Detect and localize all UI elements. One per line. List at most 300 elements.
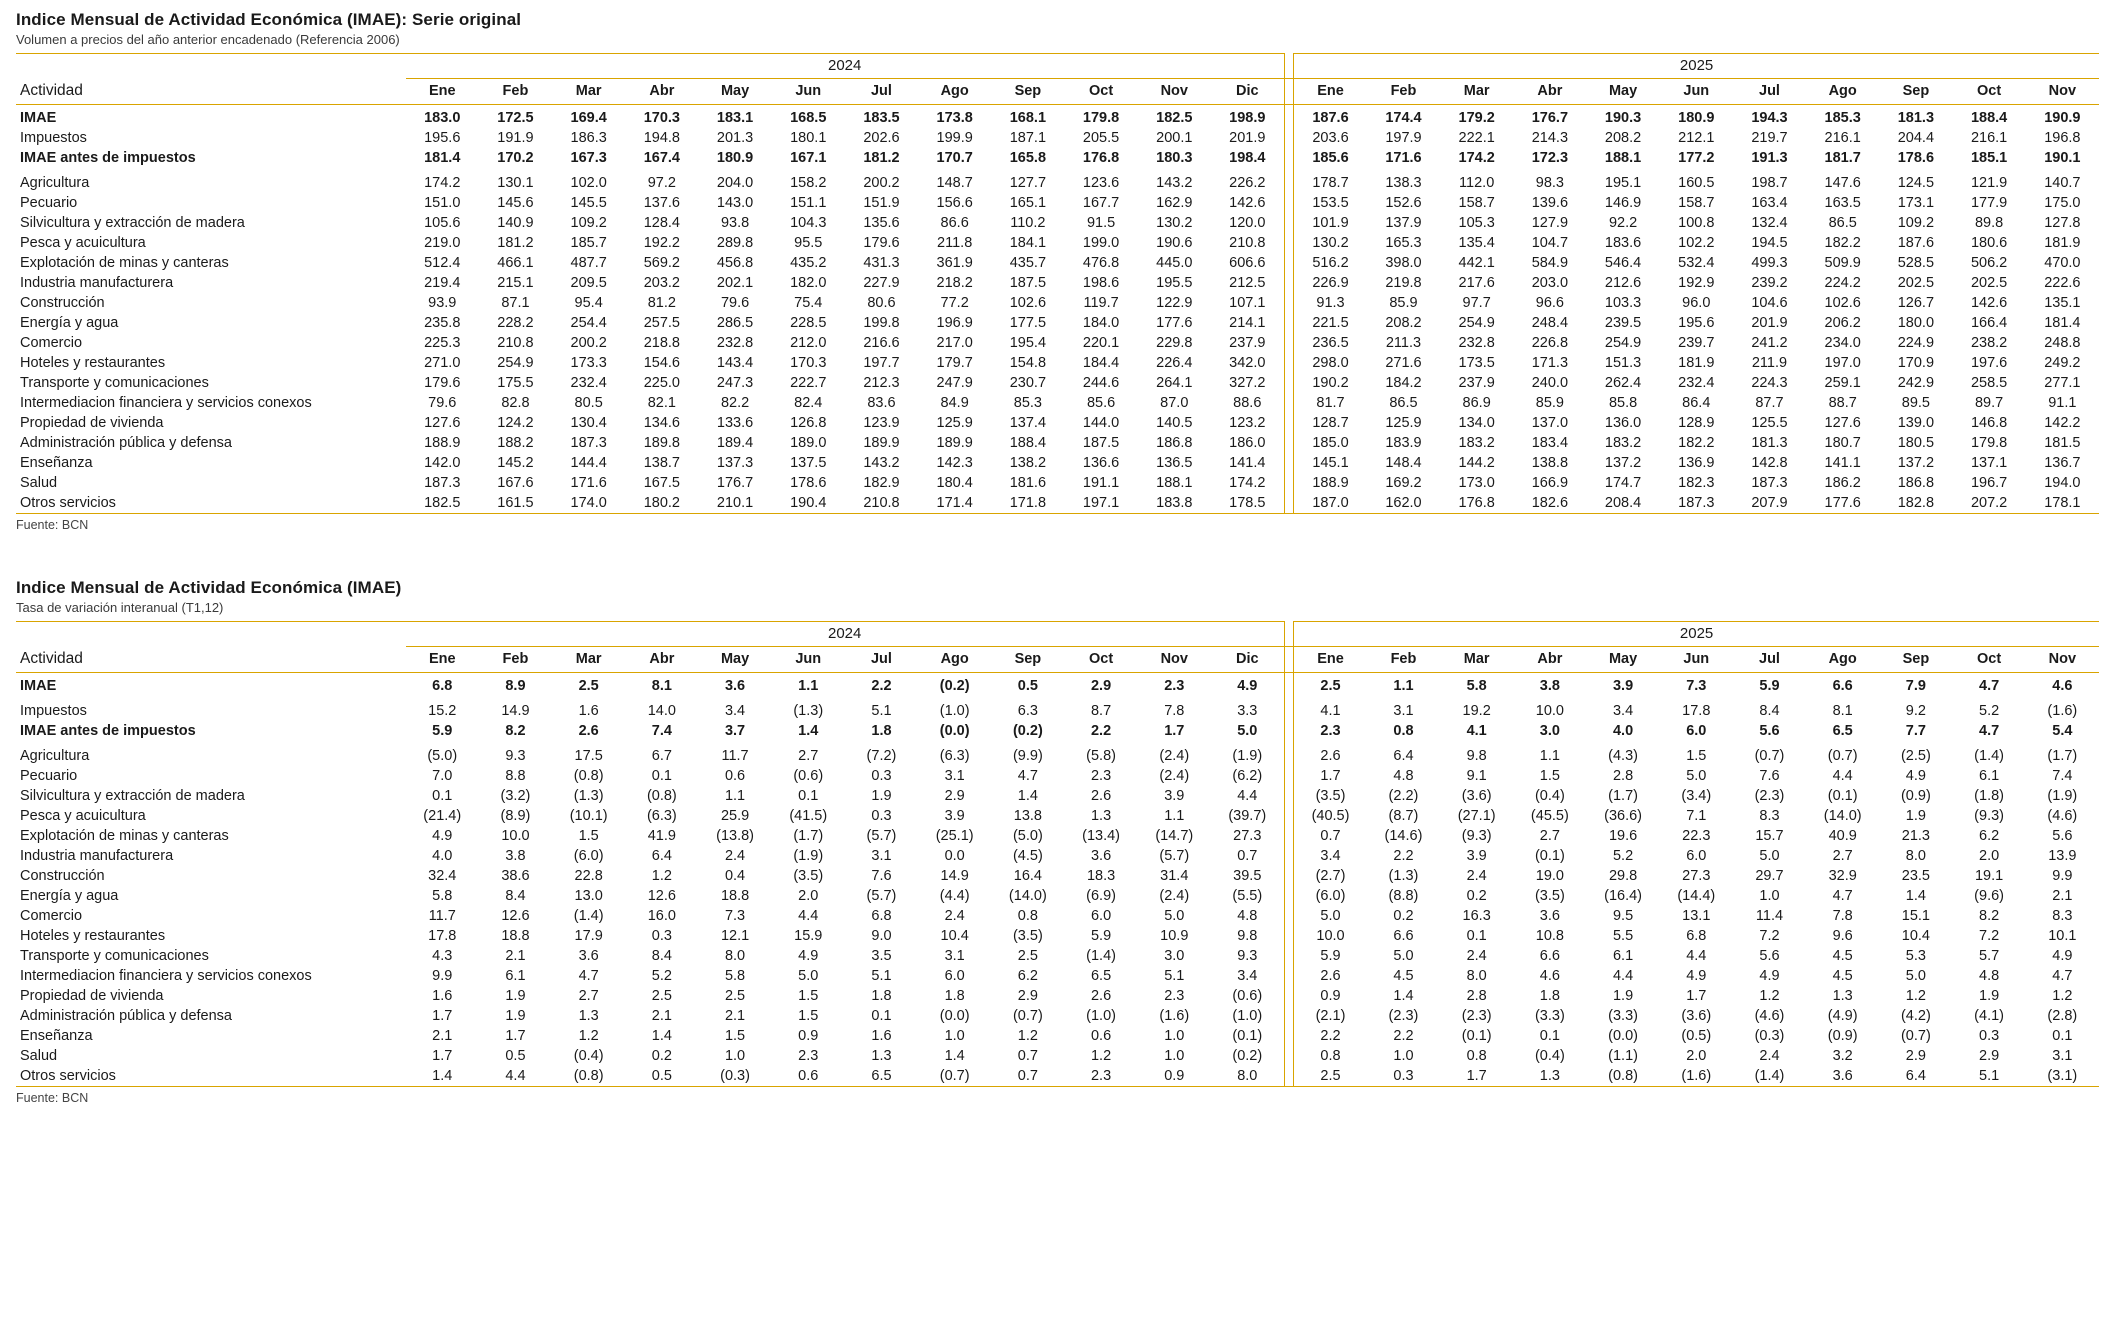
cell-2024: 97.2: [647, 175, 676, 191]
cell-2024: 8.0: [724, 948, 746, 964]
cell-2024: 178.6: [790, 475, 827, 491]
cell-2025: 177.6: [1806, 493, 1879, 514]
cell-gap: [1284, 128, 1293, 148]
cell-2024: 0.1: [651, 768, 672, 784]
header-month-2024-sep: Sep: [991, 647, 1064, 673]
cell-2024: 7.6: [871, 868, 892, 884]
cell-2024: 0.1: [871, 1008, 892, 1024]
cell-2025: 179.2: [1458, 110, 1495, 126]
header-month-2025-nov: Nov: [2026, 647, 2099, 673]
cell-2024: 3.6: [578, 948, 599, 964]
cell-gap: [1284, 986, 1293, 1006]
cell-2025: 4.5: [1393, 968, 1414, 984]
cell-2024: 137.5: [790, 455, 827, 471]
cell-2024: 189.0: [790, 435, 827, 451]
cell-2025: 4.9: [1686, 968, 1707, 984]
cell-gap: [1284, 333, 1293, 353]
cell-2025: 128.9: [1678, 415, 1715, 431]
cell-2024: 2.3: [1064, 1066, 1137, 1087]
cell-2025: 226.9: [1312, 275, 1349, 291]
table-subtitle-1: Volumen a precios del año anterior encadenado (Referencia 2006): [16, 32, 400, 47]
cell-2025: 203.6: [1312, 130, 1349, 146]
table2-header-years: [16, 622, 2099, 647]
cell-2025: 10.4: [1901, 928, 1930, 944]
cell-2024: (5.7): [866, 888, 897, 904]
cell-2024: 0.5: [625, 1066, 698, 1087]
cell-2025: 202.5: [1897, 275, 1935, 291]
cell-2024: 187.5: [1082, 435, 1120, 451]
header-month-2025-nov: Nov: [2026, 79, 2099, 105]
cell-2024: 1.2: [1017, 1028, 1038, 1044]
cell-2024: 123.6: [1082, 175, 1120, 191]
cell-2024: 200.2: [570, 335, 607, 351]
cell-2025: 1.8: [1539, 988, 1560, 1004]
cell-2024: 199.8: [863, 315, 900, 331]
cell-2025: 179.8: [1970, 435, 2008, 451]
cell-2024: 210.8: [1229, 235, 1266, 251]
cell-2025: 86.4: [1682, 395, 1711, 411]
cell-2025: 97.7: [1462, 295, 1491, 311]
cell-2024: 138.2: [1009, 455, 1047, 471]
cell-2024: 1.1: [1164, 808, 1185, 824]
cell-2025: 181.5: [2044, 435, 2081, 451]
table-row: [16, 826, 2099, 846]
cell-2025: 2.6: [1320, 968, 1341, 984]
cell-2024: 16.4: [1013, 868, 1042, 884]
cell-2024: 195.4: [1009, 335, 1047, 351]
cell-2025: (2.3): [1754, 788, 1785, 804]
cell-2024: 197.1: [1064, 493, 1137, 514]
cell-2025: 178.7: [1312, 175, 1349, 191]
cell-2025: (0.1): [1461, 1028, 1492, 1044]
cell-2025: 4.7: [2052, 968, 2073, 984]
cell-gap: [1284, 393, 1293, 413]
cell-2024: 10.9: [1160, 928, 1189, 944]
cell-2024: 5.1: [871, 703, 892, 719]
cell-2024: 161.5: [479, 493, 552, 514]
cell-2024: 145.2: [497, 455, 534, 471]
cell-2025: 506.2: [1970, 255, 2008, 271]
header-month-2024-jul: Jul: [845, 647, 918, 673]
table-row: [16, 906, 2099, 926]
header-month-2025-abr: Abr: [1513, 647, 1586, 673]
cell-2025: 3.4: [1612, 703, 1634, 719]
cell-2024: (6.2): [1232, 768, 1263, 784]
cell-2025: 85.9: [1535, 395, 1564, 411]
cell-2025: 40.9: [1828, 828, 1857, 844]
cell-2025: 7.6: [1759, 768, 1780, 784]
cell-gap: [1284, 493, 1293, 514]
cell-2025: 87.7: [1755, 395, 1784, 411]
cell-2024: (3.2): [500, 788, 531, 804]
cell-2024: 1.9: [871, 788, 892, 804]
cell-2025: 0.3: [1979, 1028, 2000, 1044]
header-month-2025-feb: Feb: [1367, 79, 1440, 105]
cell-2025: 249.2: [2044, 355, 2081, 371]
cell-2024: 3.1: [944, 768, 965, 784]
cell-2024: 192.2: [643, 235, 680, 251]
cell-2024: 168.1: [1009, 110, 1047, 126]
cell-2024: 200.1: [1156, 130, 1193, 146]
cell-2024: 22.8: [574, 868, 603, 884]
cell-2024: 6.8: [432, 678, 453, 694]
cell-2024: 8.8: [505, 768, 526, 784]
cell-2024: 199.9: [936, 130, 973, 146]
cell-2024: 154.6: [643, 355, 680, 371]
cell-2024: 135.6: [863, 215, 900, 231]
cell-2025: 8.4: [1759, 703, 1780, 719]
cell-2025: 186.2: [1824, 475, 1861, 491]
cell-2025: 181.9: [1678, 355, 1715, 371]
cell-2025: 9.9: [2052, 868, 2073, 884]
cell-2025: (4.1): [1974, 1008, 2004, 1024]
cell-2024: 167.5: [643, 475, 680, 491]
cell-2024: 4.4: [1237, 788, 1258, 804]
cell-2025: 183.2: [1458, 435, 1495, 451]
cell-2025: 92.2: [1608, 215, 1638, 231]
cell-2025: 8.2: [1979, 908, 2000, 924]
cell-2025: 173.0: [1458, 475, 1495, 491]
cell-2024: 120.0: [1229, 215, 1266, 231]
cell-2024: 119.7: [1083, 295, 1119, 311]
cell-gap: [1284, 1026, 1293, 1046]
cell-2024: 177.6: [1156, 315, 1193, 331]
cell-2025: (0.8): [1586, 1066, 1659, 1087]
cell-2025: 192.9: [1678, 275, 1715, 291]
cell-2024: 3.5: [871, 948, 892, 964]
cell-2025: 4.1: [1466, 723, 1487, 739]
header-year-2025: 2025: [1294, 54, 2099, 79]
row-label: Impuestos: [20, 703, 87, 719]
cell-2024: 12.1: [720, 928, 750, 944]
cell-2024: 5.9: [432, 723, 453, 739]
cell-2025: 190.1: [2044, 150, 2081, 166]
cell-2025: 141.1: [1824, 455, 1861, 471]
cell-2024: 0.2: [651, 1048, 672, 1064]
table-row: [16, 1006, 2099, 1026]
cell-2024: (3.5): [793, 868, 824, 884]
cell-2024: 18.8: [501, 928, 530, 944]
cell-2025: 208.4: [1586, 493, 1659, 514]
header-month-2024-dic: Dic: [1211, 79, 1284, 105]
cell-2024: 9.8: [1237, 928, 1258, 944]
cell-2024: 7.3: [724, 908, 746, 924]
cell-2024: (1.0): [1086, 1008, 1116, 1024]
cell-2025: 9.8: [1466, 748, 1487, 764]
cell-2025: 2.3: [1320, 723, 1341, 739]
cell-2024: 16.0: [647, 908, 676, 924]
cell-2024: 5.0: [1164, 908, 1185, 924]
cell-2025: (1.4): [1974, 748, 2004, 764]
cell-2025: 188.9: [1312, 475, 1349, 491]
cell-2025: 4.7: [1979, 723, 2000, 739]
cell-2024: 75.4: [794, 295, 823, 311]
cell-2024: 4.3: [432, 948, 453, 964]
cell-2025: 8.0: [1905, 848, 1926, 864]
cell-2024: 104.3: [790, 215, 827, 231]
cell-2025: 139.0: [1897, 415, 1935, 431]
cell-2024: 0.1: [432, 788, 453, 804]
cell-2025: 207.9: [1733, 493, 1806, 514]
header-month-2024-ene: Ene: [406, 79, 479, 105]
cell-2024: 14.9: [940, 868, 969, 884]
cell-2024: 156.6: [936, 195, 973, 211]
cell-2024: (39.7): [1228, 808, 1267, 824]
cell-2025: (8.8): [1388, 888, 1419, 904]
cell-2024: 1.3: [871, 1048, 892, 1064]
cell-2024: 225.3: [424, 335, 461, 351]
header2-year-2025: 2025: [1294, 622, 2099, 647]
row-label: Otros servicios: [16, 1066, 406, 1087]
cell-2024: 126.8: [790, 415, 827, 431]
cell-2024: (6.3): [646, 808, 677, 824]
table-row: [16, 946, 2099, 966]
cell-2024: 327.2: [1229, 375, 1266, 391]
cell-2025: 4.0: [1612, 723, 1634, 739]
cell-2025: 8.0: [1466, 968, 1487, 984]
cell-gap: [1284, 906, 1293, 926]
cell-2025: 219.7: [1751, 130, 1788, 146]
cell-2024: (4.4): [939, 888, 970, 904]
cell-2025: 298.0: [1312, 355, 1349, 371]
cell-2024: 201.3: [716, 130, 754, 146]
header-activity-2: Actividad: [16, 622, 406, 673]
header-month-2024-feb: Feb: [479, 79, 552, 105]
cell-2025: 180.7: [1824, 435, 1861, 451]
cell-gap: [1284, 946, 1293, 966]
cell-2024: 170.2: [497, 150, 534, 166]
cell-2025: 7.1: [1686, 808, 1707, 824]
cell-2025: 125.5: [1751, 415, 1788, 431]
cell-2024: 222.7: [790, 375, 827, 391]
cell-2024: 144.0: [1082, 415, 1120, 431]
cell-2025: 19.0: [1535, 868, 1564, 884]
cell-2025: (0.1): [1534, 848, 1565, 864]
row-label: Salud: [20, 475, 58, 491]
cell-2025: 221.5: [1312, 315, 1349, 331]
header-month-2024-oct: Oct: [1064, 647, 1137, 673]
cell-2024: 3.3: [1237, 703, 1258, 719]
row-label: Transporte y comunicaciones: [20, 375, 209, 391]
cell-2024: 2.6: [1090, 988, 1112, 1004]
cell-2025: 105.3: [1458, 215, 1495, 231]
cell-2025: 1.7: [1440, 1066, 1513, 1087]
cell-2025: 4.6: [2052, 678, 2073, 694]
cell-2024: 189.8: [643, 435, 680, 451]
cell-2024: 180.3: [1156, 150, 1193, 166]
cell-2024: 180.1: [790, 130, 827, 146]
cell-2025: (36.6): [1604, 808, 1643, 824]
cell-2025: 177.9: [1970, 195, 2008, 211]
table-row: [16, 433, 2099, 453]
cell-2024: 3.9: [1164, 788, 1185, 804]
cell-2024: 143.2: [1156, 175, 1193, 191]
cell-2025: 1.2: [2052, 988, 2073, 1004]
cell-2024: 1.3: [1090, 808, 1112, 824]
header-month-2025-ago: Ago: [1806, 647, 1879, 673]
cell-2024: 202.6: [863, 130, 900, 146]
cell-2024: 80.6: [867, 295, 896, 311]
cell-2025: 184.2: [1385, 375, 1422, 391]
cell-2024: 0.1: [798, 788, 819, 804]
cell-2025: 1.0: [1759, 888, 1780, 904]
cell-2024: 15.2: [428, 703, 457, 719]
cell-2024: 215.1: [497, 275, 534, 291]
cell-2025: 10.8: [1535, 928, 1564, 944]
cell-2024: 102.6: [1009, 295, 1047, 311]
cell-2025: 1.2: [1759, 988, 1780, 1004]
cell-2025: 5.0: [1905, 968, 1926, 984]
cell-2025: 138.3: [1385, 175, 1422, 191]
cell-2025: 470.0: [2044, 255, 2081, 271]
cell-2024: 188.2: [497, 435, 534, 451]
cell-gap: [1284, 1046, 1293, 1066]
cell-2025: 2.9: [1905, 1048, 1926, 1064]
cell-gap: [1284, 741, 1293, 766]
header-month-2024-may: May: [698, 647, 771, 673]
cell-2025: 516.2: [1312, 255, 1349, 271]
header-month-2024-nov: Nov: [1138, 647, 1211, 673]
cell-2025: (4.6): [2047, 808, 2078, 824]
cell-2024: 435.2: [790, 255, 827, 271]
cell-2025: 0.7: [1320, 828, 1341, 844]
table-source-1: Fuente: BCN: [16, 518, 89, 532]
cell-2025: 2.8: [1612, 768, 1634, 784]
cell-2025: 89.5: [1901, 395, 1930, 411]
cell-2025: 4.1: [1320, 703, 1341, 719]
cell-2025: (2.1): [1315, 1008, 1346, 1024]
cell-2024: 41.9: [647, 828, 676, 844]
cell-2025: 19.6: [1608, 828, 1638, 844]
cell-2024: 143.2: [863, 455, 900, 471]
cell-2024: 105.6: [424, 215, 461, 231]
cell-2024: 6.5: [1090, 968, 1112, 984]
cell-2024: 182.5: [1156, 110, 1193, 126]
cell-2025: 15.7: [1755, 828, 1784, 844]
cell-2025: 2.9: [1979, 1048, 2000, 1064]
cell-2025: 219.8: [1385, 275, 1422, 291]
row-label: IMAE: [20, 110, 57, 126]
cell-2025: 206.2: [1824, 315, 1861, 331]
table-row: [16, 313, 2099, 333]
cell-2025: (2.2): [1388, 788, 1419, 804]
cell-2024: 445.0: [1156, 255, 1193, 271]
cell-2024: 4.7: [1017, 768, 1038, 784]
cell-2025: 160.5: [1678, 175, 1715, 191]
cell-2024: 456.8: [716, 255, 754, 271]
cell-2025: 4.6: [1539, 968, 1560, 984]
cell-2025: 1.2: [1905, 988, 1926, 1004]
cell-2025: 4.7: [1979, 678, 2000, 694]
cell-2025: (2.3): [1461, 1008, 1492, 1024]
header-month-2024-mar: Mar: [552, 79, 625, 105]
cell-2024: (0.7): [918, 1066, 991, 1087]
cell-2025: (0.3): [1754, 1028, 1785, 1044]
cell-2025: 234.0: [1824, 335, 1861, 351]
header-month-2025-oct: Oct: [1952, 647, 2025, 673]
cell-2024: 188.4: [1009, 435, 1047, 451]
cell-2024: 151.9: [863, 195, 900, 211]
cell-2025: 6.6: [1832, 678, 1853, 694]
cell-2024: 0.5: [1017, 678, 1038, 694]
cell-2025: 166.4: [1970, 315, 2008, 331]
cell-2024: (2.4): [1159, 888, 1190, 904]
cell-2024: 1.0: [944, 1028, 965, 1044]
cell-gap: [1284, 926, 1293, 946]
cell-2025: (0.5): [1681, 1028, 1712, 1044]
cell-2024: 188.1: [1156, 475, 1193, 491]
cell-2025: (45.5): [1530, 808, 1569, 824]
cell-2024: 197.7: [863, 355, 900, 371]
cell-2025: 86.5: [1389, 395, 1418, 411]
cell-2024: 9.3: [505, 748, 526, 764]
cell-gap: [1284, 213, 1293, 233]
cell-2025: 226.8: [1531, 335, 1569, 351]
cell-2025: (1.9): [2047, 788, 2078, 804]
header-month-2024-may: May: [698, 79, 771, 105]
cell-2025: 162.0: [1367, 493, 1440, 514]
cell-2024: 289.8: [716, 235, 754, 251]
row-label: Hoteles y restaurantes: [20, 355, 166, 371]
cell-2024: 12.6: [501, 908, 530, 924]
cell-2025: 135.1: [2044, 295, 2081, 311]
header-month-2025-oct: Oct: [1952, 79, 2025, 105]
cell-2024: 170.3: [643, 110, 680, 126]
cell-2024: 1.7: [1164, 723, 1185, 739]
header-month-2025-ago: Ago: [1806, 79, 1879, 105]
table-row: [16, 673, 2099, 697]
cell-2024: 179.6: [863, 235, 900, 251]
cell-2024: 198.6: [1082, 275, 1120, 291]
cell-2025: 5.0: [1686, 768, 1707, 784]
cell-2025: 89.7: [1974, 395, 2004, 411]
cell-2025: 196.7: [1970, 475, 2008, 491]
cell-2024: 173.8: [936, 110, 973, 126]
cell-2024: 0.5: [505, 1048, 526, 1064]
cell-2024: 185.7: [570, 235, 607, 251]
cell-2025: 194.0: [2044, 475, 2081, 491]
cell-2024: 5.0: [1237, 723, 1258, 739]
cell-2025: 258.5: [1970, 375, 2008, 391]
cell-2024: (4.5): [1012, 848, 1043, 864]
cell-2024: 6.7: [651, 748, 672, 764]
cell-2025: 169.2: [1385, 475, 1422, 491]
cell-2025: 86.9: [1462, 395, 1491, 411]
cell-2024: 212.0: [790, 335, 827, 351]
cell-2025: 442.1: [1458, 255, 1495, 271]
cell-2024: 167.1: [790, 150, 827, 166]
cell-2025: 136.7: [2044, 455, 2081, 471]
cell-2024: 179.6: [424, 375, 461, 391]
table-block-variacion-interanual: [16, 578, 2099, 1105]
cell-2025: 127.9: [1531, 215, 1569, 231]
table-row: [16, 353, 2099, 373]
cell-2024: 2.1: [432, 1028, 453, 1044]
cell-2025: (6.0): [1315, 888, 1346, 904]
cell-2024: 9.9: [432, 968, 453, 984]
cell-2024: 1.2: [1090, 1048, 1112, 1064]
cell-2024: 1.0: [1164, 1048, 1185, 1064]
cell-2024: 254.9: [497, 355, 534, 371]
cell-2024: 136.5: [1156, 455, 1193, 471]
cell-2024: 174.0: [552, 493, 625, 514]
row-label: Industria manufacturera: [20, 275, 174, 291]
cell-2025: (0.7): [1754, 748, 1785, 764]
cell-2024: 190.4: [772, 493, 845, 514]
cell-2024: 79.6: [428, 395, 457, 411]
cell-2025: 0.9: [1320, 988, 1341, 1004]
cell-2024: 218.2: [936, 275, 973, 291]
